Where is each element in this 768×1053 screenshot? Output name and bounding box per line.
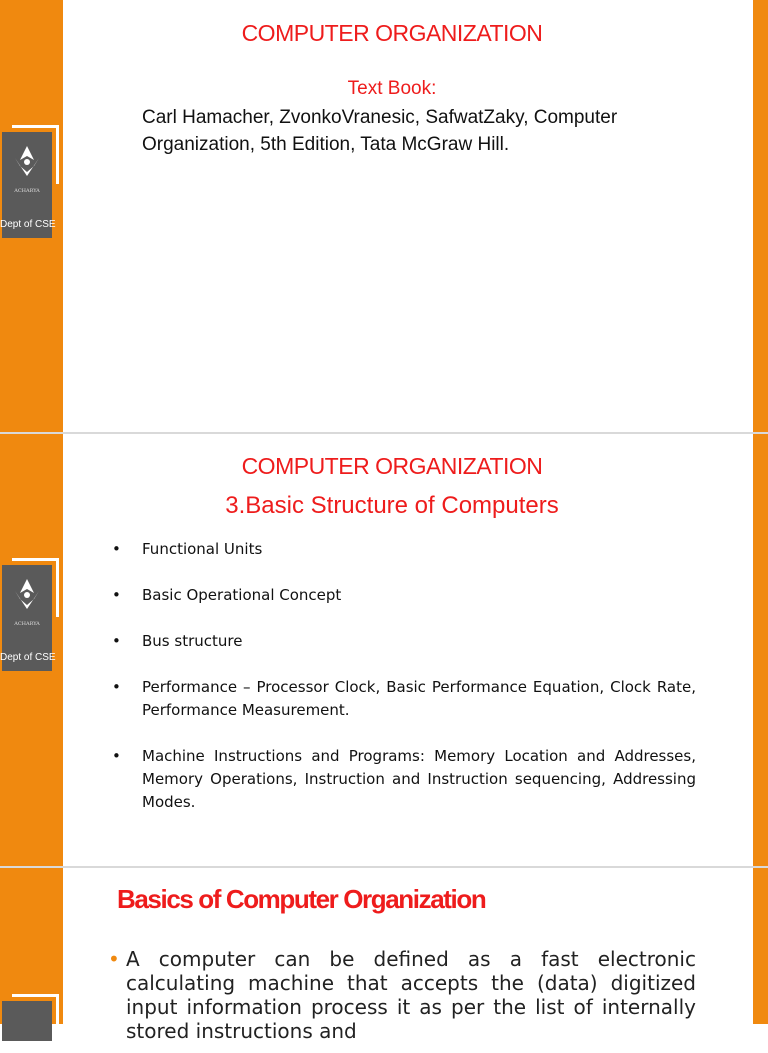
acharya-logo-icon <box>12 146 42 180</box>
list-item: • Functional Units <box>112 538 696 561</box>
list-item: • Machine Instructions and Programs: Memory Location and Addresses, Memory Operations, Instruction and Instruction sequencing, Addressing Modes. <box>112 745 696 814</box>
right-accent-bar <box>753 868 768 1024</box>
list-item: • Basic Operational Concept <box>112 584 696 607</box>
slide-paragraph <box>108 947 696 1043</box>
textbook-heading: Text Book: <box>347 78 437 99</box>
dept-label: Dept of CSE <box>0 219 56 230</box>
slide-title: Basics of Computer Organization <box>117 884 486 914</box>
slide-1 <box>0 0 768 432</box>
slide-3 <box>0 868 768 1043</box>
acharya-logo-icon <box>12 579 42 613</box>
list-item: • Performance – Processor Clock, Basic Performance Equation, Clock Rate, Performance Measurement. <box>112 676 696 722</box>
slide-title: COMPUTER ORGANIZATION <box>241 453 543 479</box>
right-accent-bar <box>753 434 768 866</box>
logo-text: ACHARYA <box>14 621 40 627</box>
slide-subtitle: 3.Basic Structure of Computers <box>225 492 559 519</box>
slide-title: COMPUTER ORGANIZATION <box>241 20 543 46</box>
paragraph-text: A computer can be defined as a fast electronic calculating machine that accepts the (data) digitized input information process it as per the list of internally stored instructions and <box>126 947 696 1043</box>
logo-block <box>2 1001 52 1041</box>
textbook-reference: Carl Hamacher, ZvonkoVranesic, SafwatZaky, Computer Organization, 5th Edition, Tata McGraw Hill. <box>142 107 618 155</box>
list-item: • Bus structure <box>112 630 696 653</box>
dept-label: Dept of CSE <box>0 652 56 663</box>
topic-list <box>112 538 696 837</box>
logo-text: ACHARYA <box>14 188 40 194</box>
right-accent-bar <box>753 0 768 432</box>
bullet-dot-icon: • <box>108 947 120 971</box>
slide-2 <box>0 434 768 866</box>
